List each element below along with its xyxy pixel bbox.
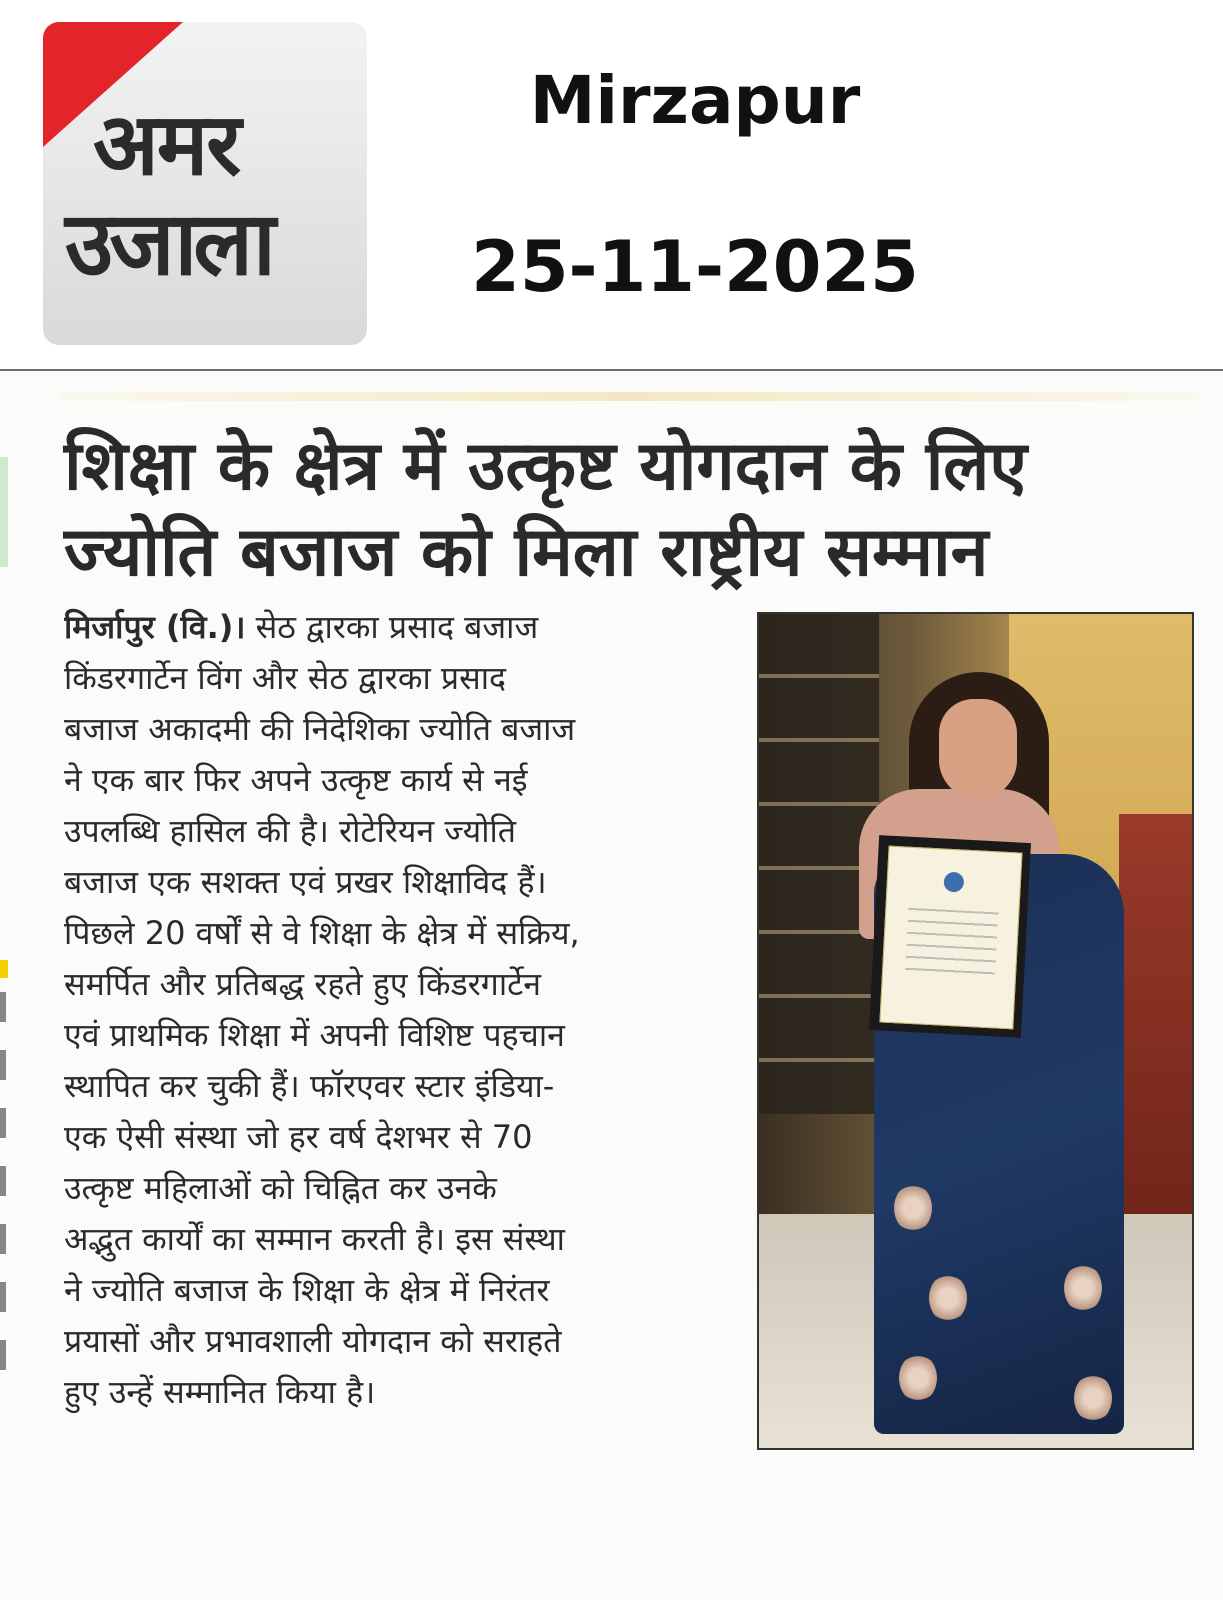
article-line: एक ऐसी संस्था जो हर वर्ष देशभर से 70: [64, 1118, 533, 1156]
article-line: स्थापित कर चुकी हैं। फॉरएवर स्टार इंडिया-: [64, 1067, 555, 1105]
saree-motif: [1064, 1264, 1102, 1312]
edition-date: 25-11-2025: [471, 226, 919, 308]
edition-city: Mirzapur: [529, 62, 861, 139]
adjacent-column-text-edge: [0, 992, 6, 1392]
article-line: मिर्जापुर (वि.)। सेठ द्वारका प्रसाद बजाज: [64, 608, 539, 646]
adjacent-column-edge: [0, 457, 8, 567]
saree-motif: [899, 1354, 937, 1402]
article-line: हुए उन्हें सम्मानित किया है।: [64, 1373, 376, 1411]
article-line: बजाज अकादमी की निदेशिका ज्योति बजाज: [64, 710, 576, 748]
saree-motif: [929, 1274, 967, 1322]
headline-line-1: शिक्षा के क्षेत्र में उत्कृष्ट योगदान के लिए: [64, 427, 1028, 506]
photo-person-face: [939, 699, 1017, 799]
logo-line-1: अमर: [93, 95, 240, 195]
headline-line-2: ज्योति बजाज को मिला राष्ट्रीय सम्मान: [64, 513, 989, 592]
article-line: उपलब्धि हासिल की है। रोटेरियन ज्योति: [64, 812, 517, 850]
article-line: ने एक बार फिर अपने उत्कृष्ट कार्य से नई: [64, 761, 528, 799]
photo-certificate: [879, 846, 1022, 1030]
photo-red-pillar: [1119, 814, 1192, 1234]
article-line: अद्भुत कार्यों का सम्मान करती है। इस संस्था: [64, 1220, 565, 1258]
photo-certificate-frame: [869, 835, 1031, 1038]
header-divider: [0, 369, 1223, 371]
saree-motif: [1074, 1374, 1112, 1422]
certificate-seal-icon: [943, 872, 964, 893]
certificate-text: [905, 908, 999, 983]
headline: [64, 424, 1204, 596]
dateline: मिर्जापुर (वि.)।: [64, 608, 246, 646]
saree-motif: [894, 1184, 932, 1232]
adjacent-column-edge: [0, 960, 8, 978]
article-photo: [757, 612, 1194, 1450]
article-line: एवं प्राथमिक शिक्षा में अपनी विशिष्ट पहचान: [64, 1016, 565, 1054]
newspaper-logo: [43, 22, 367, 345]
article-line: ने ज्योति बजाज के शिक्षा के क्षेत्र में निरंतर: [64, 1271, 550, 1309]
logo-line-2: उजाला: [65, 192, 272, 295]
article-line: प्रयासों और प्रभावशाली योगदान को सराहते: [64, 1322, 562, 1360]
article-line: बजाज एक सशक्त एवं प्रखर शिक्षाविद हैं।: [64, 863, 547, 901]
news-clipping: [0, 372, 1223, 1600]
article-line: किंडरगार्टेन विंग और सेठ द्वारका प्रसाद: [64, 659, 507, 697]
article-line: उत्कृष्ट महिलाओं को चिह्नित कर उनके: [64, 1169, 497, 1207]
clipping-top-band: [60, 392, 1200, 401]
article-line: पिछले 20 वर्षों से वे शिक्षा के क्षेत्र में सक्रिय,: [64, 914, 580, 952]
article-body: [64, 602, 732, 1418]
article-line: समर्पित और प्रतिबद्ध रहते हुए किंडरगार्टेन: [64, 965, 542, 1003]
